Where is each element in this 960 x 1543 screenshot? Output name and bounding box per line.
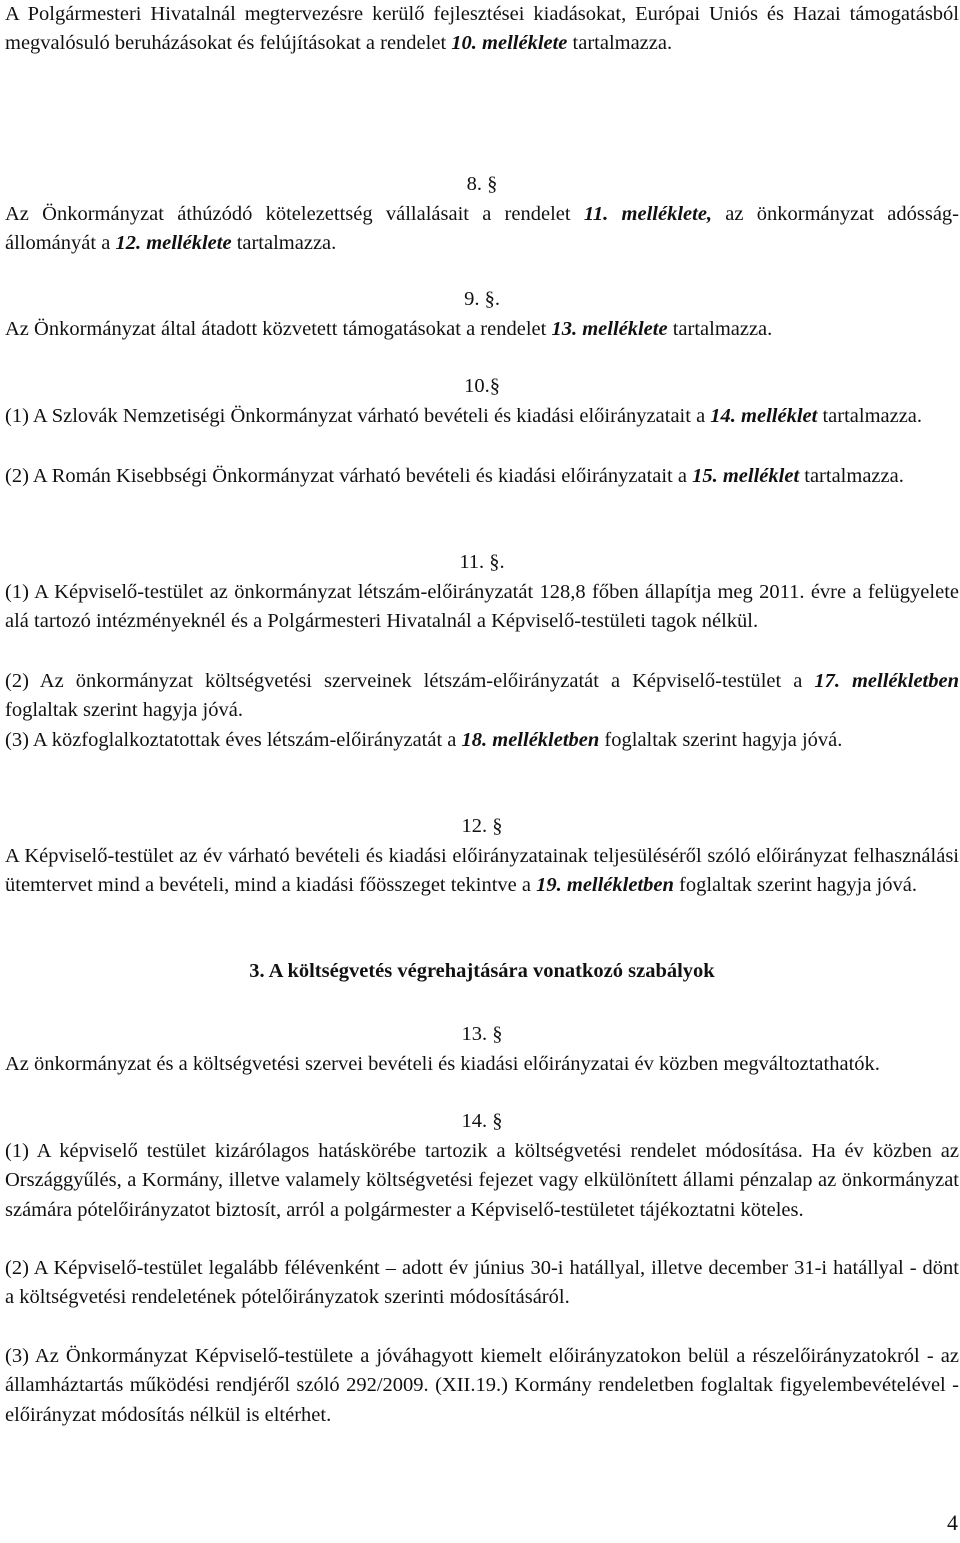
section-number-10: 10.§	[464, 375, 500, 397]
section-9-text: Az Önkormányzat által átadott közvetett támogatásokat a rendelet 13. melléklete tartalmazza.	[5, 318, 773, 340]
section-13-text: Az önkormányzat és a költségvetési szervei bevételi és kiadási előirányzatai év közben megváltoztathatók.	[5, 1053, 880, 1075]
section-8-text: Az Önkormányzat áthúzódó kötelezettség vállalásait a rendelet 11. melléklete, az önkormányzat adósság-állományát a 12. melléklete tartalmazza.	[5, 203, 959, 255]
section-11-paragraph-1: (1) A Képviselő-testület az önkormányzat létszám-előirányzatát 128,8 főben állapítja meg 2011. évre a felügyelete alá tartozó intézményeknél és a Polgármesteri Hivatalnál a Képviselő-testületi tagok nélkül.	[5, 581, 959, 633]
section-12-text: A Képviselő-testület az év várható bevételi és kiadási előirányzatainak teljesüléséről szóló előirányzat felhasználási ütemtervet mind a bevételi, mind a kiadási főösszeget tekintve a 19. mellékletben foglaltak szerint hagyja jóvá.	[5, 845, 959, 897]
melleklet-reference: 13. melléklete	[551, 318, 668, 340]
section-10-paragraph-1: (1) A Szlovák Nemzetiségi Önkormányzat várható bevételi és kiadási előirányzatait a 14. melléklet tartalmazza.	[5, 405, 923, 427]
section-14-paragraph-1: (1) A képviselő testület kizárólagos hatáskörébe tartozik a költségvetési rendelet módosítása. Ha év közben az Országgyűlés, a Kormány, illetve valamely költségvetési fejezet vagy elkülönített állami pénzalap az önkormányzat számára pótelőirányzatot biztosít, arról a polgármester a Képviselő-testületet tájékoztatni köteles.	[5, 1140, 959, 1221]
section-14-paragraph-3: (3) Az Önkormányzat Képviselő-testülete a jóváhagyott kiemelt előirányzatokon belül a részelőirányzatokról - az államháztartás működési rendjéről szóló 292/2009. (XII.19.) Kormány rendeletben foglaltak figyelembevételével - előirányzat módosítás nélkül is eltérhet.	[5, 1345, 959, 1426]
paragraph-fejlesztesi-kiadasok: A Polgármesteri Hivatalnál megtervezésre kerülő fejlesztései kiadásokat, Európai Uniós és Hazai támogatásból megvalósuló beruházásokat és felújításokat a rendelet 10. melléklete tartalmazza.	[5, 3, 959, 55]
melleklet-reference: 11. melléklete,	[583, 203, 713, 225]
section-11-paragraph-3: (3) A közfoglalkoztatottak éves létszám-előirányzatát a 18. mellékletben foglaltak szerint hagyja jóvá.	[5, 729, 843, 751]
section-number-14: 14. §	[461, 1110, 503, 1132]
chapter-heading: 3. A költségvetés végrehajtására vonatkozó szabályok	[249, 960, 715, 982]
section-10-paragraph-2: (2) A Román Kisebbségi Önkormányzat várható bevételi és kiadási előirányzatait a 15. melléklet tartalmazza.	[5, 465, 904, 487]
melleklet-reference: 12. melléklete	[115, 232, 232, 255]
melleklet-reference: 17. mellékletben	[814, 670, 960, 692]
melleklet-reference: 18. mellékletben	[461, 729, 600, 751]
section-number-9: 9. §.	[464, 288, 500, 310]
section-14-paragraph-2: (2) A Képviselő-testület legalább félévenként – adott év június 30-i hatállyal, illetve december 31-i hatállyal - dönt a költségvetési rendeletének pótelőirányzatok szerinti módosításáról.	[5, 1257, 959, 1309]
page-number: 4	[947, 1510, 958, 1535]
melleklet-reference: 19. mellékletben	[536, 874, 674, 897]
section-number-8: 8. §	[466, 173, 498, 195]
section-number-11: 11. §.	[459, 551, 505, 573]
melleklet-reference: 14. melléklet	[710, 405, 818, 427]
section-number-12: 12. §	[461, 815, 503, 837]
melleklet-reference: 10. melléklete	[451, 32, 568, 55]
section-11-paragraph-2: (2) Az önkormányzat költségvetési szerveinek létszám-előirányzatát a Képviselő-testület a 17. mellékletben foglaltak szerint hagyja jóvá.	[5, 670, 960, 722]
section-number-13: 13. §	[461, 1023, 503, 1045]
melleklet-reference: 15. melléklet	[692, 465, 800, 487]
